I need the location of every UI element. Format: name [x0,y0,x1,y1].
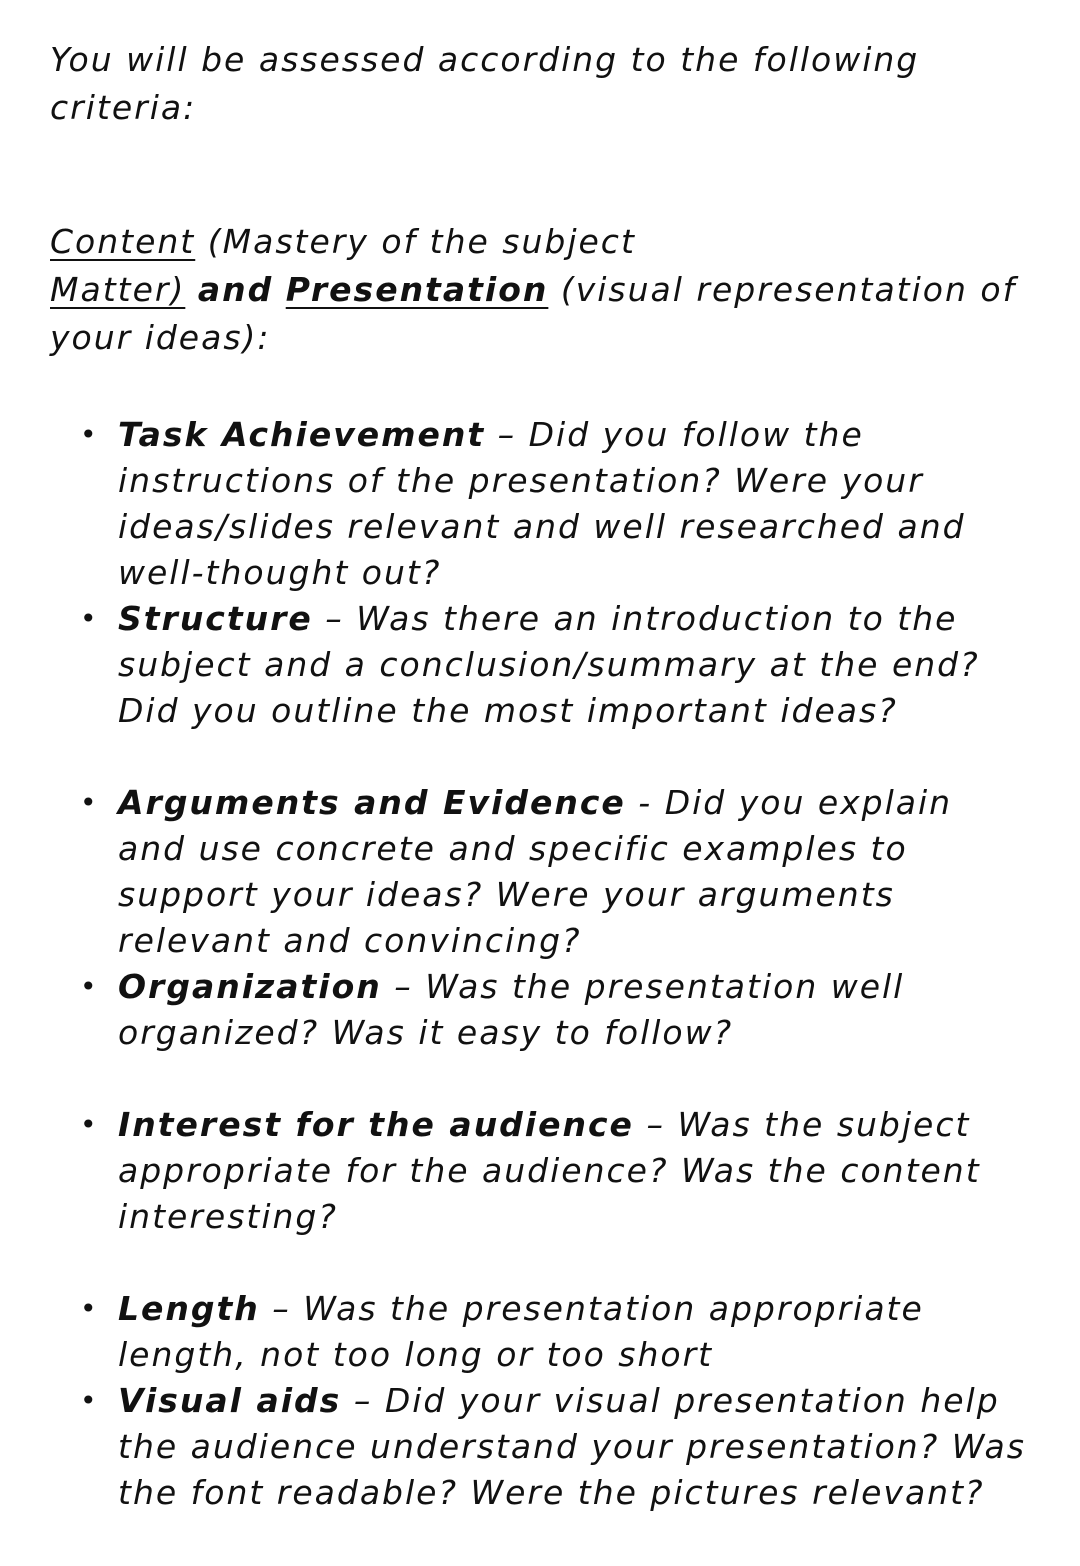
criterion-separator: - [638,783,653,822]
criterion-arguments-evidence [80,780,1028,964]
content-description-start: (Mastery of the subject [207,222,636,261]
presentation-label: Presentation [285,270,549,309]
bullet-marker: • [80,418,97,451]
content-description-end: Matter) [50,270,186,309]
content-label: Content [50,222,196,261]
heading-colon: : [257,318,271,357]
criterion-separator: – [325,599,344,638]
criterion-name: Task Achievement [118,415,486,454]
bullet-marker: • [80,602,97,635]
criterion-separator: – [497,415,517,454]
heading-connector: and [197,270,274,309]
criterion-organization [80,964,1028,1056]
criteria-heading [50,218,1030,362]
intro-text: You will be assessed according to the following criteria: [50,40,920,127]
criterion-name: Structure [118,599,313,638]
criterion-separator: – [646,1105,665,1144]
criterion-text: Was the subject appropriate for the audience? Was the content interesting? [118,1105,981,1236]
criterion-name: Interest for the audience [118,1105,634,1144]
criterion-structure [80,596,1028,734]
bullet-marker: • [80,786,97,819]
criterion-interest-audience [80,1102,1028,1240]
bullet-marker: • [80,970,97,1003]
presentation-description: (visual representation of your ideas) [50,270,1017,357]
bullet-marker: • [80,1384,97,1417]
criterion-separator: – [394,967,413,1006]
criterion-name: Arguments and Evidence [118,783,626,822]
criterion-text: Was the presentation well organized? Was it easy to follow? [118,967,905,1052]
criterion-separator: – [272,1289,291,1328]
criterion-text: Was the presentation appropriate length, not too long or too short [118,1289,924,1374]
criterion-text: Did your visual presentation help the audience understand your presentation? Was the font readable? Were the pictures relevant? [118,1381,1026,1512]
bullet-marker: • [80,1108,97,1141]
criterion-name: Visual aids [118,1381,342,1420]
criterion-visual-aids [80,1378,1028,1516]
criterion-separator: – [353,1381,373,1420]
criterion-length [80,1286,1028,1378]
criterion-name: Organization [118,967,382,1006]
bullet-marker: • [80,1292,97,1325]
criterion-text: Did you explain and use concrete and specific examples to support your ideas? Were your arguments relevant and convincing? [118,783,953,960]
criterion-task-achievement [80,412,1028,596]
criterion-name: Length [118,1289,260,1328]
criterion-text: Was there an introduction to the subject and a conclusion/summary at the end? Did you outline the most important ideas? [118,599,980,730]
criterion-text: Did you follow the instructions of the presentation? Were your ideas/slides relevant and well researched and well-thought out? [118,415,966,592]
